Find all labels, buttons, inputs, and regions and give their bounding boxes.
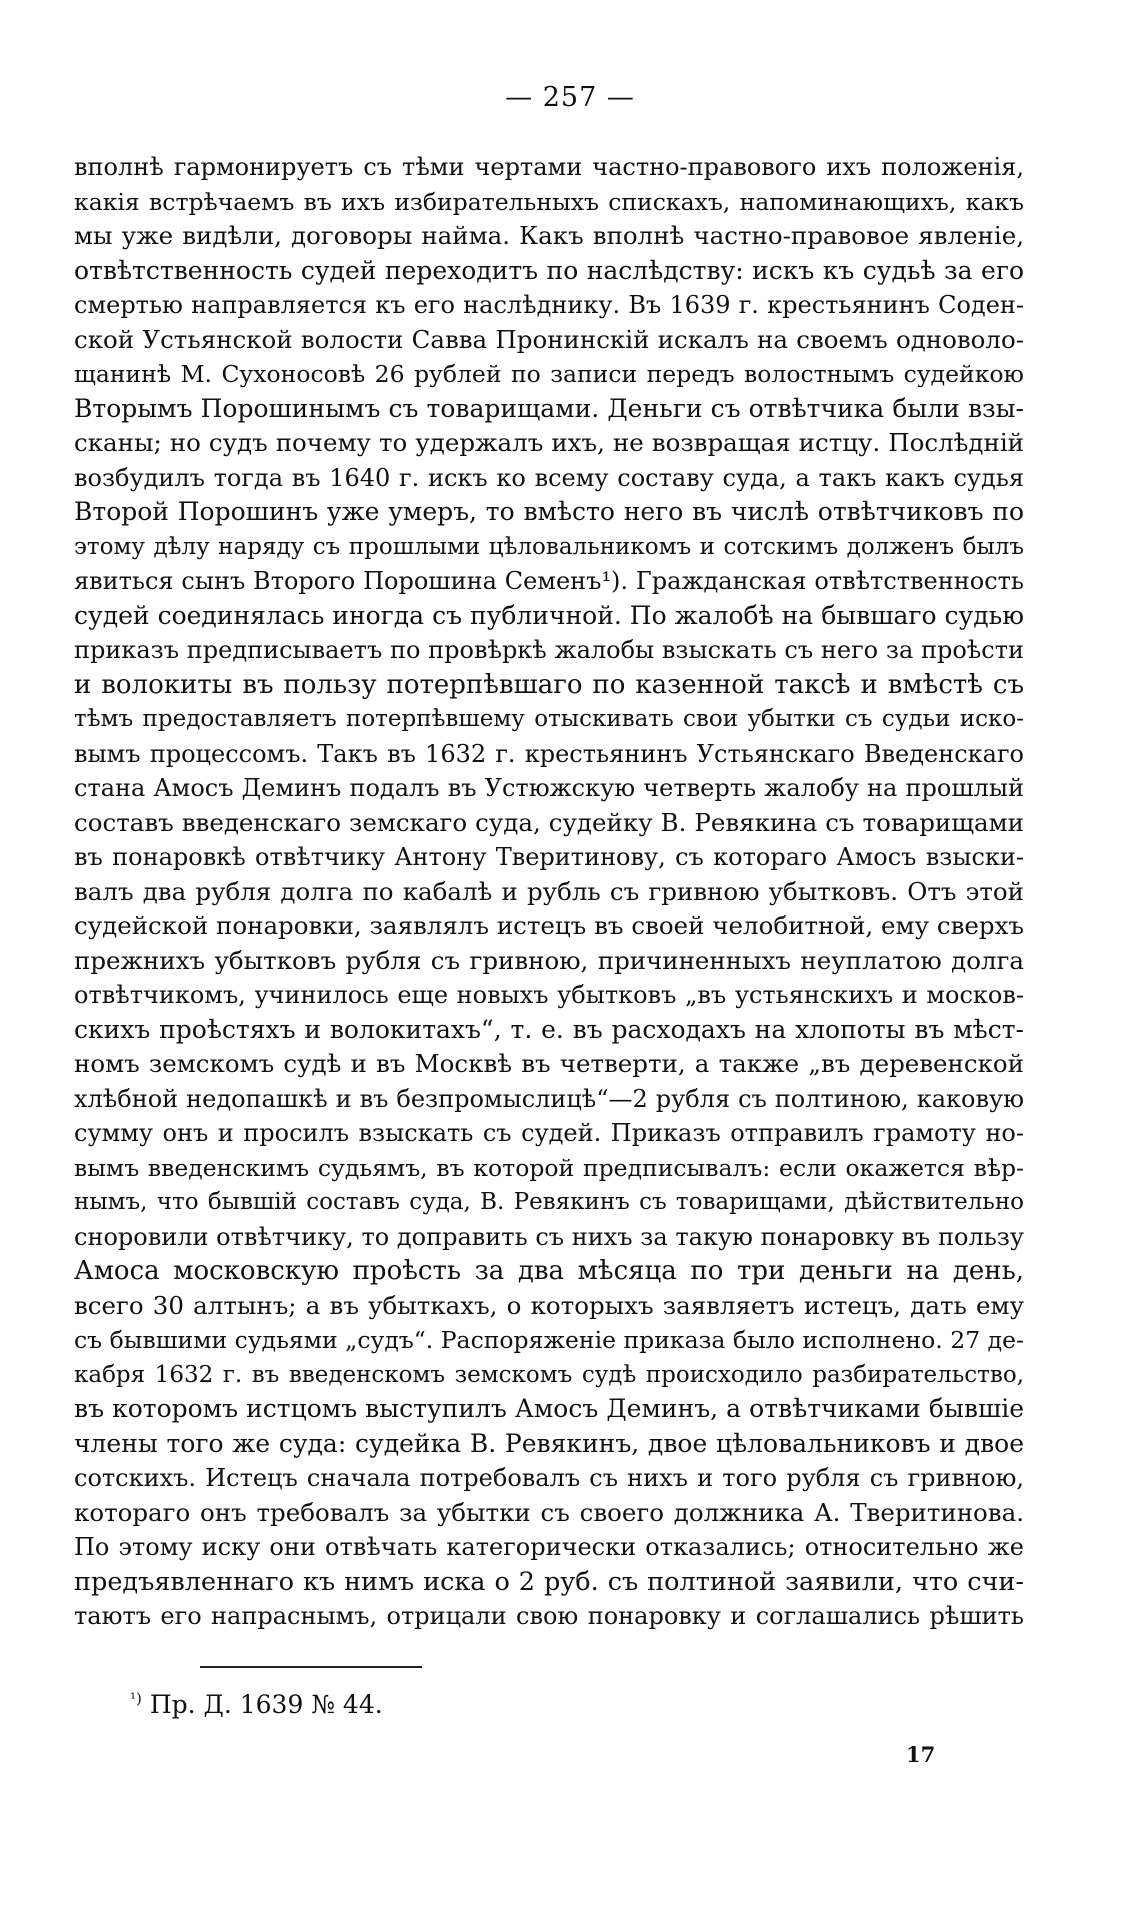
text-line: Вторымъ Порошинымъ съ товарищами. Деньги съ отвѣтчика были взы- — [74, 393, 1024, 423]
text-line: вполнѣ гармонируетъ съ тѣми чертами частно-правового ихъ положенія, — [74, 153, 1024, 181]
printer-signature-mark: 17 — [906, 1742, 936, 1767]
text-line: этому дѣлу наряду съ прошлыми цѣловальникомъ и сотскимъ долженъ былъ — [74, 533, 1024, 560]
text-line: приказъ предписываетъ по провѣркѣ жалобы взыскать съ него за проѣсти — [74, 636, 1024, 664]
text-line: вымъ процессомъ. Такъ въ 1632 г. крестьянинъ Устьянскаго Введенскаго — [74, 739, 1024, 768]
text-line: таютъ его напраснымъ, отрицали свою понаровку и соглашались рѣшить — [74, 1602, 1024, 1630]
text-line: хлѣбной недопашкѣ и въ безпромыслицѣ“—2 рубля съ полтиною, каковую — [74, 1084, 1024, 1113]
text-line: сканы; но судъ почему то удержалъ ихъ, не возвращая истцу. Послѣдній — [74, 428, 1024, 457]
text-line: сумму онъ и просилъ взыскать съ судей. Приказъ отправилъ грамоту но- — [74, 1119, 1024, 1147]
page-number: — 257 — — [505, 82, 635, 113]
text-line: смертью направляется къ его наслѣднику. Въ 1639 г. крестьянинъ Соден- — [74, 291, 1024, 319]
footnote-marker: ¹) — [130, 1689, 142, 1708]
text-line: составъ введенскаго земскаго суда, судейку В. Ревякина съ товарищами — [74, 807, 1024, 837]
text-line: возбудилъ тогда въ 1640 г. искъ ко всему составу суда, а такъ какъ судья — [74, 463, 1024, 492]
text-line: какія встрѣчаемъ въ ихъ избирательныхъ спискахъ, напоминающихъ, какъ — [74, 187, 1024, 216]
text-line: съ бывшими судьями „судъ“. Распоряженіе приказа было исполнено. 27 де- — [74, 1326, 1024, 1354]
text-line: отвѣтственность судей переходитъ по наслѣдству: искъ къ судьѣ за его — [74, 255, 1024, 285]
text-line: прежнихъ убытковъ рубля съ гривною, причиненныхъ неуплатою долга — [74, 945, 1024, 975]
text-line: скихъ проѣстяхъ и волокитахъ“, т. е. въ расходахъ на хлопоты въ мѣст- — [74, 1014, 1024, 1044]
text-line: вымъ введенскимъ судьямъ, въ которой предписывалъ: если окажется вѣр- — [74, 1153, 1024, 1182]
text-line: судейской понаровки, заявлялъ истецъ въ своей челобитной, ему сверхъ — [74, 911, 1024, 940]
text-line: щанинѣ М. Сухоносовѣ 26 рублей по записи передъ волостнымъ судейкою — [74, 360, 1024, 388]
text-line: котораго онъ требовалъ за убытки съ своего должника А. Тверитинова. — [74, 1497, 1024, 1527]
text-line: Второй Порошинъ уже умеръ, то вмѣсто него въ числѣ отвѣтчиковъ по — [74, 497, 1024, 526]
text-line: отвѣтчикомъ, учинилось еще новыхъ убытковъ „въ устьянскихъ и москов- — [74, 981, 1024, 1009]
text-line: явиться сынъ Второго Порошина Семенъ¹). Гражданская отвѣтственность — [74, 567, 1024, 595]
text-line: нымъ, что бывшій составъ суда, В. Ревякинъ съ товарищами, дѣйствительно — [74, 1189, 1024, 1215]
text-line: мы уже видѣли, договоры найма. Какъ вполнѣ частно-правовое явленіе, — [74, 221, 1024, 250]
text-line: члены того же суда: судейка В. Ревякинъ, двое цѣловальниковъ и двое — [74, 1428, 1024, 1458]
text-line: сноровили отвѣтчику, то доправить съ нихъ за такую понаровку въ пользу — [74, 1222, 1024, 1251]
text-line: и волокиты въ пользу потерпѣвшаго по казенной таксѣ и вмѣстѣ съ — [74, 669, 1024, 700]
text-line: тѣмъ предоставляетъ потерпѣвшему отыскивать свои убытки съ судьи иско- — [74, 706, 1024, 732]
text-line: сотскихъ. Истецъ сначала потребовалъ съ нихъ и того рубля съ гривною, — [74, 1464, 1024, 1492]
footnote — [130, 1688, 383, 1722]
text-line: Амоса московскую проѣсть за два мѣсяца по три деньги на день, — [74, 1256, 1024, 1286]
text-line: стана Амосъ Деминъ подалъ въ Устюжскую четверть жалобу на прошлый — [74, 774, 1024, 802]
text-line: въ которомъ истцомъ выступилъ Амосъ Деминъ, а отвѣтчиками бывшіе — [74, 1394, 1024, 1423]
text-line: въ понаровкѣ отвѣтчику Антону Тверитинову, съ котораго Амосъ взыски- — [74, 843, 1024, 871]
text-line: кабря 1632 г. въ введенскомъ земскомъ судѣ происходило разбирательство, — [74, 1361, 1024, 1388]
footnote-text: Пр. Д. 1639 № 44. — [149, 1690, 383, 1719]
text-line: По этому иску они отвѣчать категорически отказались; относительно же — [74, 1533, 1024, 1561]
text-line: валъ два рубля долга по кабалѣ и рубль съ гривною убытковъ. Отъ этой — [74, 876, 1024, 906]
text-line: номъ земскомъ судѣ и въ Москвѣ въ четверти, а также „въ деревенской — [74, 1049, 1024, 1078]
text-line: судей соединялась иногда съ публичной. По жалобѣ на бывшаго судью — [74, 600, 1024, 630]
body-text — [74, 150, 1024, 1634]
text-line: ской Устьянской волости Савва Пронинскій искалъ на своемъ одноволо- — [74, 324, 1024, 354]
footnote-divider — [200, 1666, 422, 1668]
text-line: всего 30 алтынъ; а въ убыткахъ, о которыхъ заявляетъ истецъ, дать ему — [74, 1290, 1024, 1320]
text-line: предъявленнаго къ нимъ иска о 2 руб. съ полтиной заявили, что счи- — [74, 1566, 1024, 1597]
